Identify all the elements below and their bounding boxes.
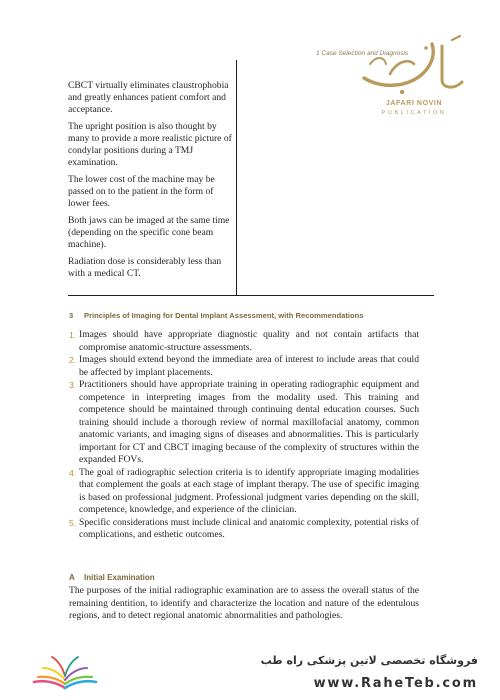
- subsection-heading: [69, 573, 155, 582]
- logo-brand-text: JAFARI NOVIN: [385, 100, 443, 107]
- list-item-number: 1.: [69, 330, 77, 340]
- footer-banner: [0, 640, 500, 700]
- store-name: فروشگاه تخصصی لاتین پزشکی راه طب: [260, 654, 478, 667]
- list-item-number: 3.: [69, 380, 77, 390]
- list-item-number: 5.: [69, 517, 77, 528]
- list-item-text: Practitioners should have appropriate training in operating radiographic equipment and competence in interpreting images from the modality used. This training and competence should be maintained through continuing dental education courses. Such training should include a thorough review of normal maxillofacial anatomy, common anatomic variants, and imaging signs of diseases and abnormalities. This is particularly important for CT and CBCT imaging because of the complexity of structures within the expanded FOVs.: [79, 379, 419, 465]
- section-heading: [69, 311, 363, 320]
- table-cell: Radiation dose is considerably less than with a medical CT.: [68, 256, 222, 279]
- running-head-text: 1 Case Selection and Diagnosis: [316, 50, 409, 57]
- list-item-text: Images should extend beyond the immediate area of interest to include areas that could be affected by implant placements.: [79, 354, 419, 378]
- list-item: [69, 329, 419, 354]
- table-bottom-rule: [68, 295, 434, 296]
- section-number: 3: [69, 311, 74, 320]
- table-cell: Both jaws can be imaged at the same time (depending on the specific cone beam machine).: [68, 215, 230, 250]
- table-cell: The lower cost of the machine may be passed on to the patient in the form of lower fees.: [68, 174, 215, 209]
- list-item: [69, 354, 419, 379]
- list-item-number: 2.: [69, 355, 77, 365]
- table-left-column: [68, 80, 233, 285]
- subsection-title: Initial Examination: [84, 573, 155, 582]
- list-item-text: The goal of radiographic selection criteria is to identify appropriate imaging modalities that complement the goals at each stage of implant therapy. The use of specific imaging is based on professional judgment. Professional judgment varies depending on the skill, competence, knowledge, and experience of the clinician.: [79, 466, 419, 515]
- body-paragraph: The purposes of the initial radiographic examination are to assess the overall status of the remaining dentition, to identify and characterize the location and nature of the edentulous regions, and to detect regional anatomic abnormalities and pathologies.: [69, 585, 419, 621]
- table-column-divider: [236, 60, 237, 296]
- list-item-text: Images should have appropriate diagnostic quality and not contain artifacts that compromise anatomic-structure assessments.: [79, 329, 419, 353]
- table-cell: CBCT virtually eliminates claustrophobia and greatly enhances patient comfort and acceptance.: [68, 80, 229, 115]
- list-item-number: 4.: [69, 467, 77, 478]
- table-cell: The upright position is also thought by many to provide a more realistic picture of condylar positions during a TMJ examination.: [68, 121, 232, 168]
- section-title: Principles of Imaging for Dental Implant Assessment, with Recommendations: [84, 311, 364, 320]
- logo-publication-text: PUBLICATION: [381, 110, 447, 116]
- store-url[interactable]: www.RaheTeb.com: [313, 676, 478, 691]
- list-item: [69, 467, 419, 517]
- list-item-text: Specific considerations must include clinical and anatomic complexity, potential risks of complications, and esthetic outcomes.: [79, 516, 419, 540]
- principles-list: [69, 329, 419, 542]
- subsection-letter: A: [69, 573, 75, 582]
- comparison-table-fragment: [68, 60, 434, 296]
- list-item: [69, 517, 419, 542]
- open-book-logo-icon: [30, 648, 100, 696]
- list-item: [69, 379, 419, 467]
